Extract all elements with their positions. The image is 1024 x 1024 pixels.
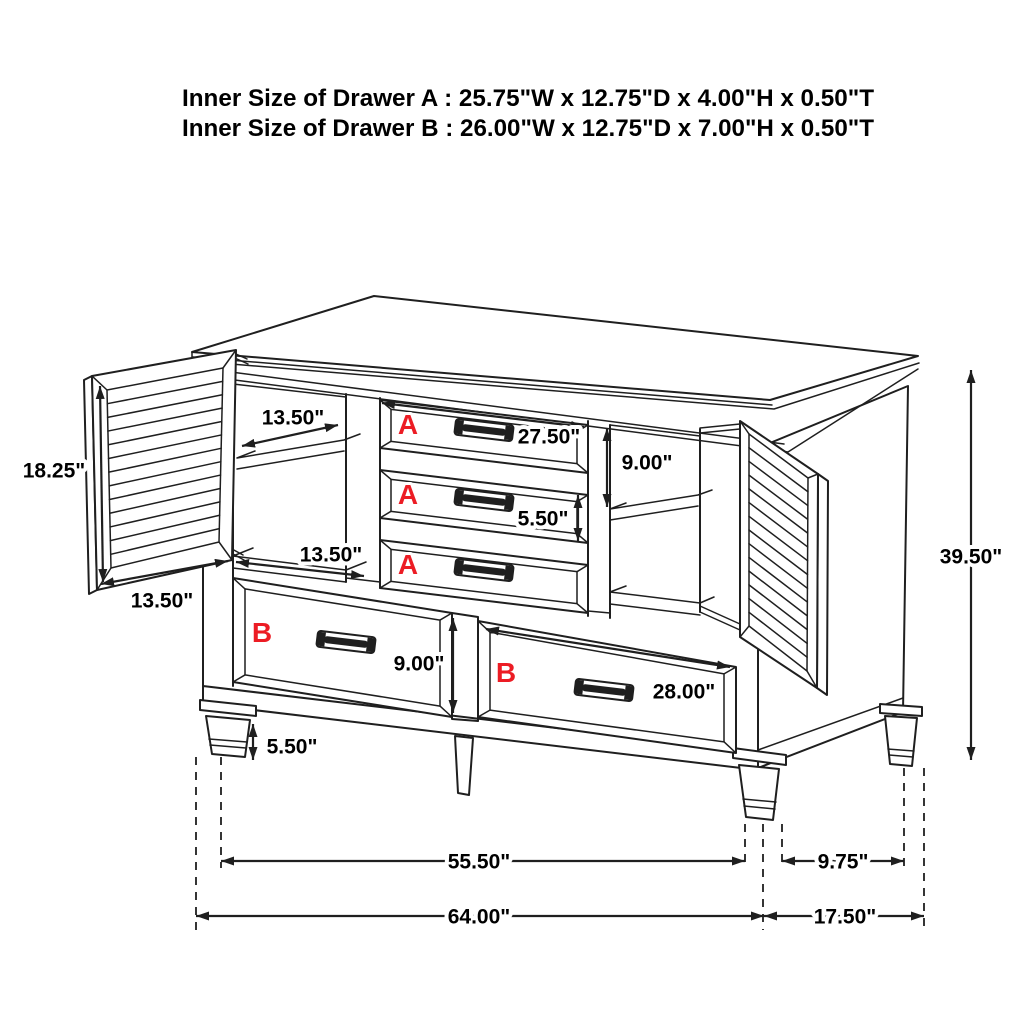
dimension-left-cabinet-depth (242, 407, 338, 446)
dimension-label-drawer-b-width: 28.00" (652, 680, 716, 704)
dimension-right-shelf-height (607, 428, 672, 507)
dimension-label-right-shelf-height: 9.00" (621, 451, 673, 475)
dimension-overall-height (940, 370, 1003, 760)
dimension-overall-depth (764, 906, 924, 929)
dimension-leg-span-width (221, 851, 745, 874)
drawer-a-label-3: A (397, 549, 419, 581)
title-line-1: Inner Size of Drawer A : 25.75"W x 12.75"D x 4.00"H x 0.50"T (182, 85, 875, 112)
dimension-label-leg-span-depth: 9.75" (817, 850, 869, 874)
dimension-label-door-width: 13.50" (130, 589, 194, 613)
drawer-a-label-1: A (397, 409, 419, 441)
left-door-open (84, 350, 236, 594)
dimension-label-drawer-a-height: 5.50" (517, 507, 569, 531)
dimension-label-overall-height: 39.50" (939, 545, 1003, 569)
dimension-label-overall-width: 64.00" (447, 905, 511, 929)
dimension-leg-span-depth (782, 851, 904, 874)
front-left-leg (200, 700, 256, 757)
title-line-2: Inner Size of Drawer B : 26.00"W x 12.75"D x 7.00"H x 0.50"T (182, 115, 875, 142)
dimension-label-leg-height: 5.50" (266, 735, 318, 759)
drawer-a-label-2: A (397, 479, 419, 511)
dimension-overall-width (196, 906, 764, 929)
middle-support-leg (455, 736, 473, 795)
front-right-leg (733, 748, 786, 820)
dimension-label-leg-span-width: 55.50" (447, 850, 511, 874)
dimension-label-door-height: 18.25" (22, 459, 86, 483)
back-right-leg (880, 704, 922, 766)
dimension-label-drawer-a-width: 27.50" (517, 425, 581, 449)
dimension-label-drawer-b-height: 9.00" (393, 652, 445, 676)
dimension-label-left-cabinet-depth: 13.50" (261, 406, 325, 430)
bottom-drawer-divider (452, 613, 478, 721)
dimension-label-left-cabinet-width: 13.50" (299, 543, 363, 567)
dimension-label-overall-depth: 17.50" (813, 905, 877, 929)
dimension-leg-height (253, 724, 317, 760)
drawer-b-label-left: B (251, 617, 273, 649)
drawer-b-label-right: B (495, 657, 517, 689)
